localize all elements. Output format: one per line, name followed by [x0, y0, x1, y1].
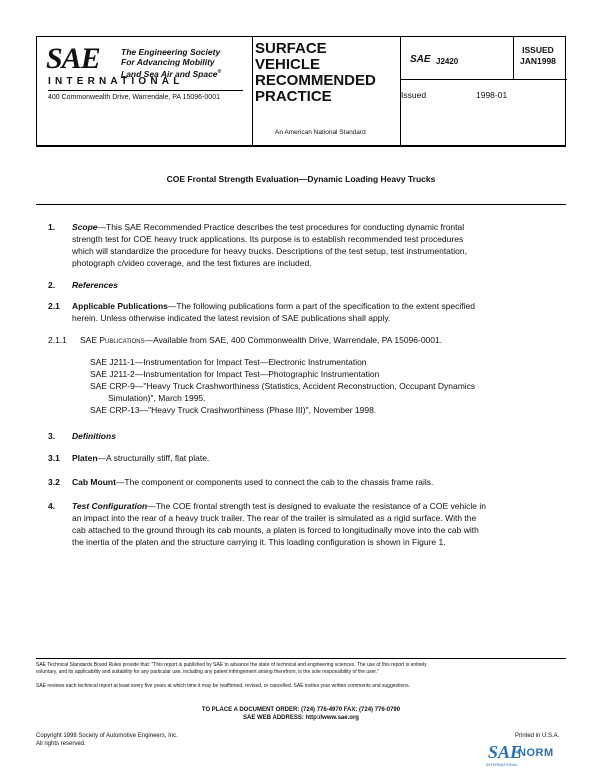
sae-norm-stamp-word: NORM: [518, 747, 554, 759]
section-2-1-text: herein. Unless otherwise indicated the latest revision of SAE publications shall apply.: [72, 313, 391, 323]
standard-note: An American National Standard: [275, 129, 366, 136]
section-heading: Definitions: [72, 431, 116, 441]
copyright: Copyright 1998 Society of Automotive Engineers, Inc.: [36, 733, 178, 739]
title-rule-bottom: [36, 204, 566, 205]
section-1-text: photograph c/video coverage, and the test fixtures are included.: [72, 258, 312, 268]
title-rule-top: [36, 146, 566, 147]
reference-item: SAE CRP-9—"Heavy Truck Crashworthiness (Statistics, Accident Reconstruction, Occupant Dynamics: [90, 381, 476, 391]
sae-norm-stamp: SAE: [488, 742, 523, 762]
order-info: TO PLACE A DOCUMENT ORDER: (724) 776-4970 FAX: (724) 776-0790: [201, 707, 401, 713]
reference-item: Simulation)", March 1995.: [108, 393, 206, 403]
footer-note: voluntary, and its applicability and suitability for any particular use, including any patent infringement arising therefrom, is the sole responsibility of the user.": [36, 669, 379, 675]
header-rule: [400, 79, 567, 80]
section-number: 3.1: [48, 453, 60, 463]
section-1-text: which will standardize the procedure for heavy trucks. Descriptions of the test setup, test instrumentation,: [72, 246, 467, 256]
sae-norm-stamp-sub: INTERNATIONAL: [486, 762, 518, 767]
copyright: All rights reserved.: [36, 741, 86, 747]
section-4-text: cab attached to the ground through its cab mounts, a platen is forced to longitudinally move into the cab with: [72, 525, 479, 535]
issued-label: Issued: [401, 90, 427, 100]
section-heading: References: [72, 280, 118, 290]
section-2-1-text: Applicable Publications—The following publications form a part of the specification to the extent specified: [72, 301, 476, 311]
logo-international: INTERNATIONAL: [48, 76, 184, 87]
section-2-1-1-text: SAE Publications—Available from SAE, 400 Commonwealth Drive, Warrendale, PA 15096-0001.: [80, 335, 443, 345]
document-type: SURFACE VEHICLE RECOMMENDED PRACTICE: [255, 40, 376, 105]
document-title: COE Frontal Strength Evaluation—Dynamic Loading Heavy Trucks: [166, 174, 436, 184]
doc-prefix: SAE: [410, 54, 431, 65]
section-number: 2.1: [48, 301, 60, 311]
section-1-text: Scope—This SAE Recommended Practice describes the test procedures for conducting dynamic frontal: [72, 222, 465, 232]
footer-note: SAE reviews each technical report at least every five years at which time it may be reaffirmed, revised, or cancelled. SAE invites your written comments and suggestions.: [36, 683, 410, 689]
section-3-2-text: Cab Mount—The component or components used to connect the cab to the chassis frame rails.: [72, 477, 434, 487]
section-number: 3.2: [48, 477, 60, 487]
section-number: 3.: [48, 431, 56, 441]
section-1-text: strength test for COE heavy truck applications. Its purpose is to establish recommended test procedures: [72, 234, 464, 244]
header-divider: [252, 37, 253, 145]
logo-rule: [48, 90, 243, 91]
section-4-text: Test Configuration—The COE frontal strength test is designed to evaluate the resistance of a COE vehicle in: [72, 501, 486, 511]
footer-note: SAE Technical Standards Board Rules provide that: "This report is published by SAE to advance the state of technical and engineering sciences. The use of this report is entirely: [36, 662, 427, 668]
printed-note: Printed in U.S.A.: [515, 733, 560, 739]
issued-date: 1998-01: [476, 90, 508, 100]
section-number: 2.1.1: [48, 335, 67, 345]
footer-rule: [36, 658, 566, 659]
sae-logo: SAE: [46, 42, 100, 75]
header-divider: [513, 37, 514, 79]
issued-box: ISSUED JAN1998: [520, 45, 556, 66]
section-number: 1.: [48, 222, 56, 232]
reference-item: SAE CRP-13—"Heavy Truck Crashworthiness (Phase III)", November 1998.: [90, 405, 377, 415]
address: 400 Commonwealth Drive, Warrendale, PA 15096-0001: [48, 94, 220, 101]
doc-number: J2420: [436, 57, 459, 66]
section-number: 4.: [48, 501, 56, 511]
section-4-text: the inertia of the platen and the structure carrying it. This loading configuration is shown in Figure 1.: [72, 537, 446, 547]
logo-tagline: The Engineering Society For Advancing Mobility Land Sea Air and Space®: [121, 47, 222, 79]
section-number: 2.: [48, 280, 56, 290]
section-4-text: an impact into the rear of a heavy truck trailer. The rear of the trailer is simulated as a rigid surface. With the: [72, 513, 477, 523]
reference-item: SAE J211-2—Instrumentation for Impact Test—Photographic Instrumentation: [90, 369, 380, 379]
web-address: SAE WEB ADDRESS: http://www.sae.org: [243, 715, 359, 721]
section-3-1-text: Platen—A structurally stiff, flat plate.: [72, 453, 210, 463]
reference-item: SAE J211-1—Instrumentation for Impact Test—Electronic Instrumentation: [90, 357, 367, 367]
